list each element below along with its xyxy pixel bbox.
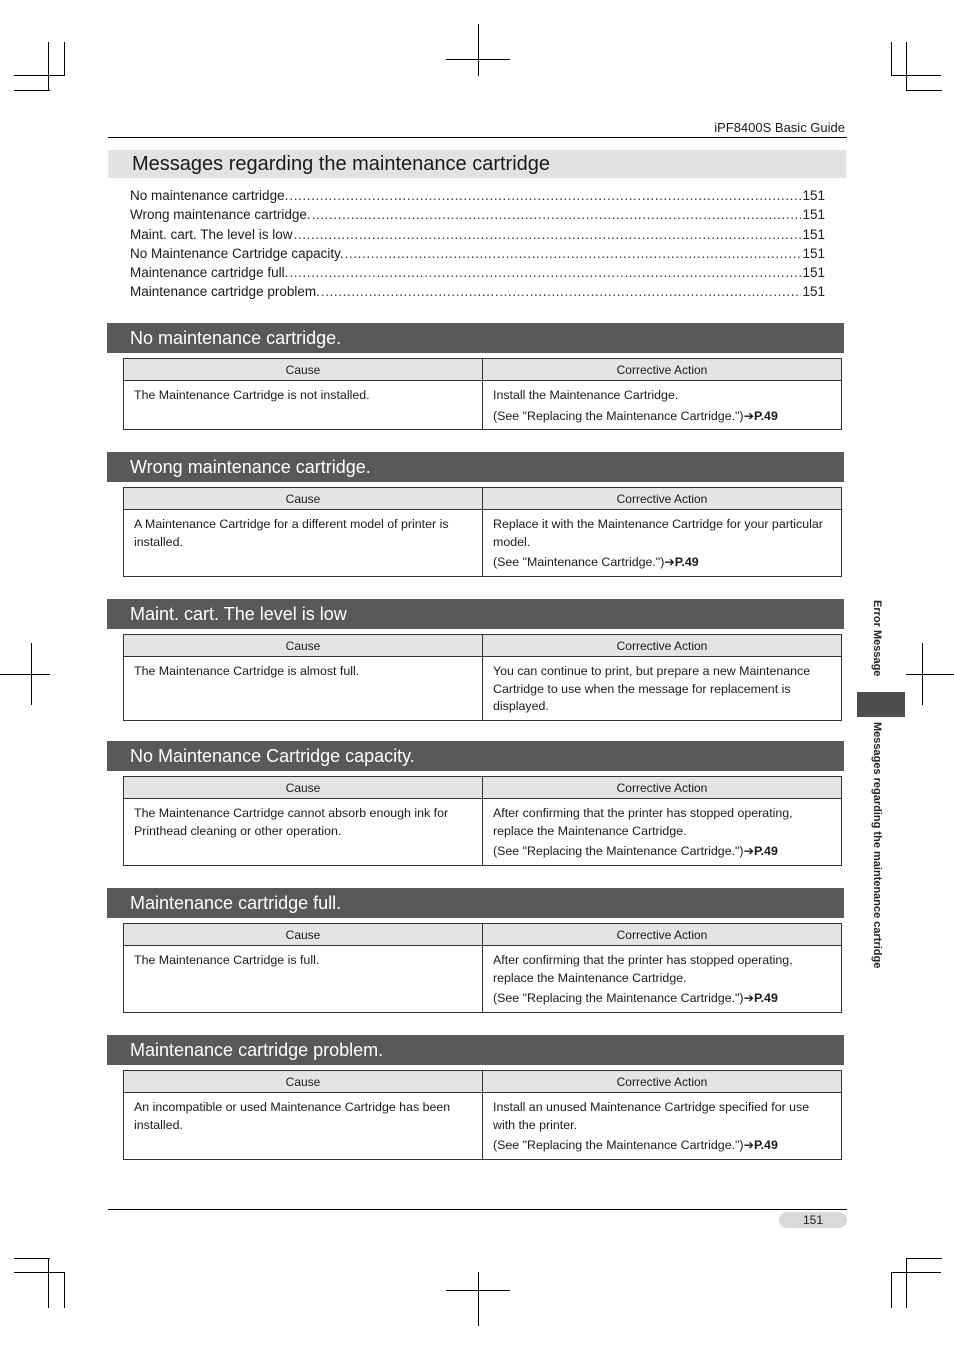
table-row <box>124 657 842 721</box>
toc-entry[interactable] <box>130 265 825 284</box>
reference-link[interactable] <box>493 408 832 426</box>
toc-leader <box>289 188 801 203</box>
section-cartridge-full <box>107 888 844 1013</box>
table-row <box>124 799 842 866</box>
cause-cell <box>124 657 483 721</box>
action-cell <box>483 510 842 577</box>
reference-page: ➔P.49 <box>743 408 778 423</box>
action-text: Install an unused Maintenance Cartridge specified for use with the printer. <box>493 1100 810 1132</box>
toc-page: 151 <box>802 207 825 223</box>
message-table <box>123 776 842 866</box>
cause-header: Cause <box>124 924 483 946</box>
action-cell <box>483 381 842 430</box>
section-heading: Maintenance cartridge full. <box>107 888 844 918</box>
table-row <box>124 510 842 577</box>
table-of-contents <box>130 188 825 304</box>
toc-leader <box>294 227 802 242</box>
cause-header: Cause <box>124 635 483 657</box>
toc-label: Wrong maintenance cartridge. <box>130 207 311 223</box>
page-number: 151 <box>779 1212 847 1228</box>
toc-page: 151 <box>802 226 825 242</box>
page-title: Messages regarding the maintenance cartridge <box>108 150 846 178</box>
toc-entry[interactable] <box>130 188 825 207</box>
guide-title: iPF8400S Basic Guide <box>714 120 845 135</box>
toc-page: 151 <box>802 265 825 281</box>
cause-text: The Maintenance Cartridge is full. <box>134 953 320 967</box>
reference-link[interactable] <box>493 843 832 861</box>
reference-text: (See "Replacing the Maintenance Cartridge.") <box>493 844 744 858</box>
table-row <box>124 381 842 430</box>
section-heading: Wrong maintenance cartridge. <box>107 452 844 482</box>
action-text: Replace it with the Maintenance Cartridge for your particular model. <box>493 517 823 549</box>
message-table <box>123 1070 842 1160</box>
action-header: Corrective Action <box>483 635 842 657</box>
toc-page: 151 <box>802 284 825 300</box>
cause-cell <box>124 1093 483 1160</box>
toc-leader <box>321 284 802 299</box>
chapter-tab-marker[interactable] <box>857 692 905 717</box>
toc-label: Maint. cart. The level is low <box>130 226 293 242</box>
toc-leader <box>312 207 802 222</box>
action-header: Corrective Action <box>483 1071 842 1093</box>
section-heading: No maintenance cartridge. <box>107 323 844 353</box>
action-cell <box>483 946 842 1013</box>
reference-link[interactable] <box>493 990 832 1008</box>
toc-label: No maintenance cartridge. <box>130 188 289 203</box>
section-tab-label: Messages regarding the maintenance cartridge <box>871 722 883 969</box>
action-text: You can continue to print, but prepare a new Maintenance Cartridge to use when the message for replacement is displayed. <box>493 664 811 713</box>
toc-entry[interactable] <box>130 207 825 226</box>
reference-text: (See "Replacing the Maintenance Cartridge.") <box>493 991 744 1005</box>
cause-text: An incompatible or used Maintenance Cartridge has been installed. <box>134 1100 451 1132</box>
section-no-maintenance-cartridge <box>107 323 844 430</box>
action-header: Corrective Action <box>483 488 842 510</box>
section-wrong-maintenance-cartridge <box>107 452 844 577</box>
reference-page: ➔P.49 <box>743 991 778 1005</box>
action-text: Install the Maintenance Cartridge. <box>493 388 679 402</box>
section-no-capacity <box>107 741 844 866</box>
toc-leader <box>289 265 801 280</box>
cause-text: The Maintenance Cartridge is not installed. <box>134 388 370 402</box>
reference-text: (See "Replacing the Maintenance Cartridge.") <box>493 1138 744 1152</box>
section-heading: Maintenance cartridge problem. <box>107 1035 844 1065</box>
header-rule <box>108 137 847 138</box>
reference-link[interactable] <box>493 554 832 572</box>
cause-cell <box>124 381 483 430</box>
toc-entry[interactable] <box>130 246 825 265</box>
cause-header: Cause <box>124 777 483 799</box>
cause-header: Cause <box>124 359 483 381</box>
section-heading: No Maintenance Cartridge capacity. <box>107 741 844 771</box>
toc-page: 151 <box>802 188 825 203</box>
action-cell <box>483 1093 842 1160</box>
action-cell <box>483 657 842 721</box>
action-header: Corrective Action <box>483 359 842 381</box>
toc-label: Maintenance cartridge problem. <box>130 284 320 300</box>
section-level-is-low <box>107 599 844 721</box>
action-text: After confirming that the printer has stopped operating, replace the Maintenance Cartridge. <box>493 953 793 985</box>
reference-page: ➔P.49 <box>664 555 699 569</box>
reference-link[interactable] <box>493 1137 832 1155</box>
section-cartridge-problem <box>107 1035 844 1160</box>
toc-leader <box>345 246 802 261</box>
message-table <box>123 358 842 430</box>
cause-header: Cause <box>124 1071 483 1093</box>
cause-cell <box>124 946 483 1013</box>
reference-page: ➔P.49 <box>743 1138 778 1152</box>
table-row <box>124 946 842 1013</box>
toc-page: 151 <box>802 245 825 261</box>
footer-rule <box>108 1209 847 1210</box>
cause-cell <box>124 510 483 577</box>
chapter-tab-label: Error Message <box>871 600 883 677</box>
section-heading: Maint. cart. The level is low <box>107 599 844 629</box>
toc-label: Maintenance cartridge full. <box>130 265 289 281</box>
cause-text: The Maintenance Cartridge is almost full. <box>134 664 360 678</box>
action-header: Corrective Action <box>483 777 842 799</box>
toc-entry[interactable] <box>130 284 825 303</box>
toc-label: No Maintenance Cartridge capacity. <box>130 245 344 261</box>
action-cell <box>483 799 842 866</box>
toc-entry[interactable] <box>130 227 825 246</box>
cause-text: A Maintenance Cartridge for a different model of printer is installed. <box>134 517 449 549</box>
reference-page: ➔P.49 <box>743 844 778 858</box>
cause-header: Cause <box>124 488 483 510</box>
action-text: After confirming that the printer has stopped operating, replace the Maintenance Cartridge. <box>493 806 793 838</box>
cause-text: The Maintenance Cartridge cannot absorb enough ink for Printhead cleaning or other operation. <box>134 806 449 838</box>
table-row <box>124 1093 842 1160</box>
cause-cell <box>124 799 483 866</box>
reference-text: (See "Replacing the Maintenance Cartridge.") <box>493 408 744 423</box>
message-table <box>123 634 842 721</box>
message-table <box>123 487 842 577</box>
action-header: Corrective Action <box>483 924 842 946</box>
reference-text: (See "Maintenance Cartridge.") <box>493 555 665 569</box>
message-table <box>123 923 842 1013</box>
